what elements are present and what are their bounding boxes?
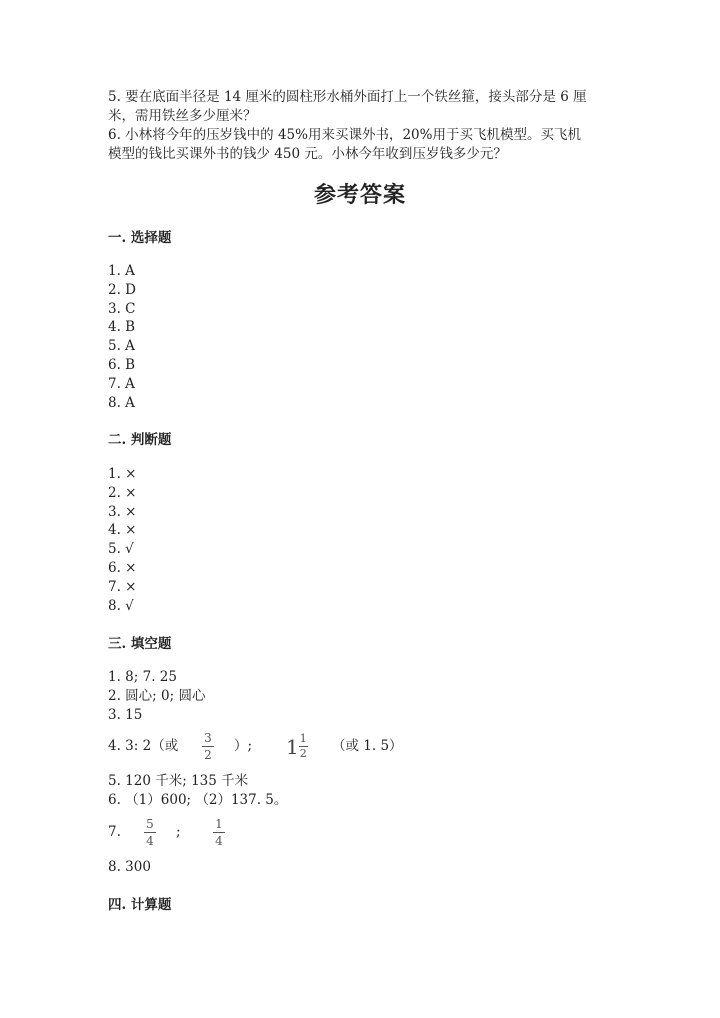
fraction-numerator: 1	[215, 817, 223, 831]
choice-answer-3: 3. C	[108, 301, 136, 317]
fraction-bar	[144, 832, 156, 833]
fraction-one-quarter	[213, 817, 225, 848]
fill-answer-4-mid: ）;	[234, 738, 253, 754]
choice-answer-4: 4. B	[108, 319, 136, 335]
choice-answer-7: 7. A	[108, 376, 135, 392]
problem-5-line-2: 米，需用铁丝多少厘米？	[108, 108, 257, 124]
fraction-denominator: 2	[299, 747, 307, 760]
section-heading-judge: 二. 判断题	[108, 432, 172, 448]
problem-5-line-1: 5. 要在底面半径是 14 厘米的圆柱形水桶外面打上一个铁丝箍，接头部分是 6 厘	[108, 89, 587, 105]
fill-answer-8: 8. 300	[108, 859, 151, 875]
section-heading-choice: 一. 选择题	[108, 230, 172, 246]
judge-answer-2: 2. ×	[108, 485, 137, 501]
judge-answer-1: 1. ×	[108, 466, 137, 482]
fill-answer-2: 2. 圆心; 0; 圆心	[108, 688, 206, 704]
fraction-numerator: 1	[299, 732, 307, 745]
judge-answer-8: 8. √	[108, 598, 134, 614]
fraction-bar	[202, 746, 214, 747]
section-heading-fill: 三. 填空题	[108, 636, 172, 652]
judge-answer-5: 5. √	[108, 541, 134, 557]
fraction-three-halves	[202, 731, 214, 762]
fill-answer-7-separator: ;	[176, 824, 181, 840]
choice-answer-8: 8. A	[108, 395, 135, 411]
page-title: 参考答案	[313, 182, 406, 208]
fill-answer-5: 5. 120 千米; 135 千米	[108, 773, 249, 789]
fill-answer-7-prefix: 7.	[108, 824, 121, 840]
judge-answer-6: 6. ×	[108, 560, 137, 576]
fill-answer-4-suffix: （或 1. 5）	[332, 738, 403, 754]
section-heading-calc: 四. 计算题	[108, 897, 172, 913]
fill-answer-4-prefix: 4. 3: 2（或	[108, 738, 179, 754]
mixed-number-one-and-half	[286, 733, 308, 760]
judge-answer-4: 4. ×	[108, 522, 137, 538]
fraction-denominator: 2	[204, 748, 212, 762]
judge-answer-7: 7. ×	[108, 579, 137, 595]
fill-answer-3: 3. 15	[108, 707, 143, 723]
mixed-whole: 1	[286, 734, 299, 759]
choice-answer-2: 2. D	[108, 282, 136, 298]
fill-answer-1: 1. 8; 7. 25	[108, 669, 177, 685]
fraction-five-quarters	[144, 817, 156, 848]
problem-6-line-2: 模型的钱比买课外书的钱少 450 元。小林今年收到压岁钱多少元？	[108, 146, 507, 162]
choice-answer-5: 5. A	[108, 338, 135, 354]
problem-6-line-1: 6. 小林将今年的压岁钱中的 45%用来买课外书，20%用于买飞机模型。买飞机	[108, 127, 581, 143]
fraction-denominator: 4	[146, 834, 154, 848]
fraction-numerator: 5	[146, 817, 154, 831]
choice-answer-1: 1. A	[108, 263, 135, 279]
fraction-bar	[213, 832, 225, 833]
choice-answer-6: 6. B	[108, 357, 136, 373]
judge-answer-3: 3. ×	[108, 504, 137, 520]
fraction-denominator: 4	[215, 834, 223, 848]
mixed-fraction	[299, 733, 308, 760]
fill-answer-6: 6. （1）600; （2）137. 5。	[108, 792, 288, 808]
fraction-numerator: 3	[204, 731, 212, 745]
